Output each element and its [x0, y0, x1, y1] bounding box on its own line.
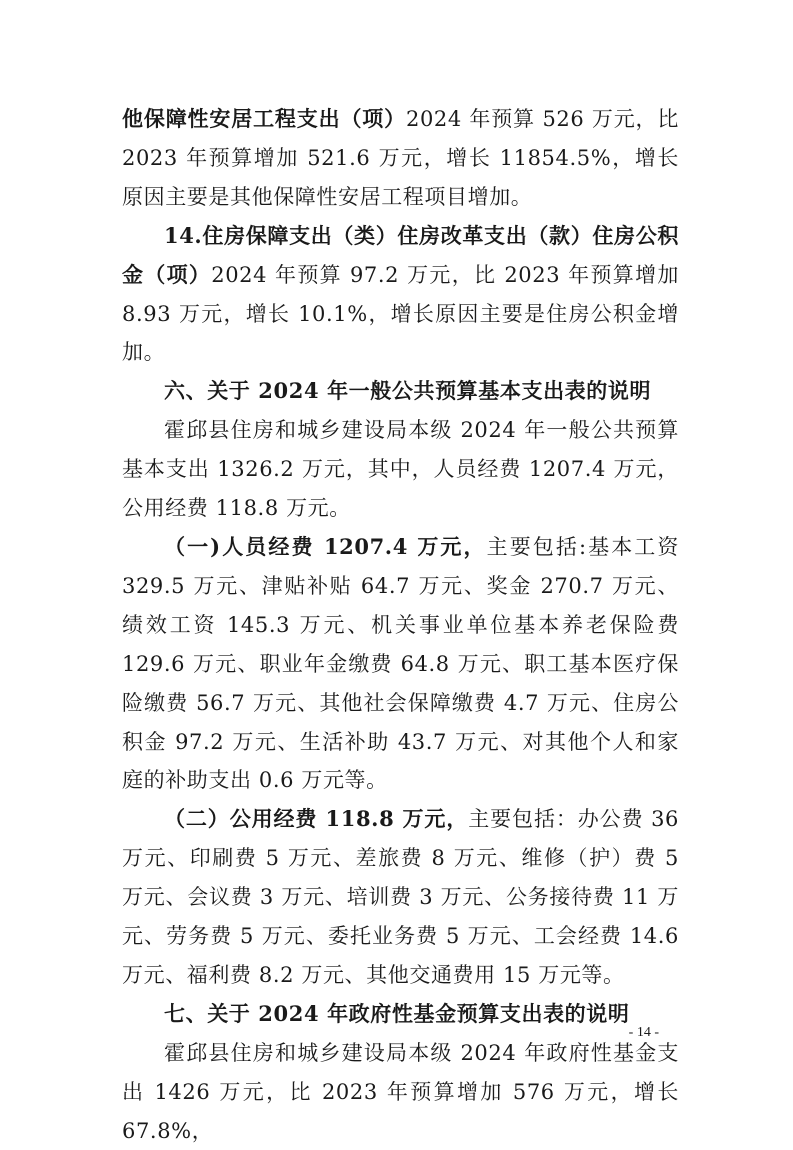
paragraph-text: 主要包括：办公费 36 万元、印刷费 5 万元、差旅费 8 万元、维修（护）费 5 万元、会议费 3 万元、培训费 3 万元、公务接待费 11 万元、劳务费 5 万元、委托业务费 5 万元、工会经费 14.6 万元、福利费 8.2 万元、其他交通费用 15 万元等。	[122, 807, 679, 987]
paragraph-personnel-costs	[122, 528, 679, 800]
page-number: - 14 -	[628, 1025, 659, 1040]
item-title: 他保障性安居工程支出（项）	[122, 106, 407, 131]
item-title: （二）公用经费 118.8 万元，	[164, 806, 469, 832]
section-heading-6: 六、关于 2024 年一般公共预算基本支出表的说明	[164, 378, 652, 404]
section-heading-7: 七、关于 2024 年政府性基金预算支出表的说明	[164, 1000, 630, 1026]
paragraph-text: 主要包括:基本工资 329.5 万元、津贴补贴 64.7 万元、奖金 270.7 万元、绩效工资 145.3 万元、机关事业单位基本养老保险费 129.6 万元、职业年金缴费 64.8 万元、职工基本医疗保险缴费 56.7 万元、其他社会保障缴费 4.7 万元、住房公积金 97.2 万元、生活补助 43.7 万元、对其他个人和家庭的补助支出 0.6 万元等。	[122, 534, 679, 793]
paragraph-housing-fund	[122, 217, 679, 373]
paragraph-text: 2024 年预算 526 万元，比 2023 年预算增加 521.6 万元，增长 11854.5%，增长原因主要是其他保障性安居工程项目增加。	[122, 107, 679, 209]
body-text	[122, 100, 679, 1150]
paragraph-text: 2024 年预算 97.2 万元，比 2023 年预算增加 8.93 万元，增长 10.1%，增长原因主要是住房公积金增加。	[122, 262, 679, 365]
item-title: 14.住房保障支出（类）住房改革支出（款）住房公积金（项）	[122, 222, 679, 287]
paragraph-fund-expenditure: 霍邱县住房和城乡建设局本级 2024 年政府性基金支出 1426 万元，比 2023 年预算增加 576 万元，增长 67.8%，	[122, 1040, 679, 1143]
paragraph-public-costs	[122, 800, 679, 995]
paragraph-housing-project	[122, 100, 679, 217]
paragraph-basic-expenditure: 霍邱县住房和城乡建设局本级 2024 年一般公共预算基本支出 1326.2 万元，其中，人员经费 1207.4 万元，公用经费 118.8 万元。	[122, 418, 679, 521]
item-title: （一)人员经费 1207.4 万元，	[164, 533, 487, 559]
